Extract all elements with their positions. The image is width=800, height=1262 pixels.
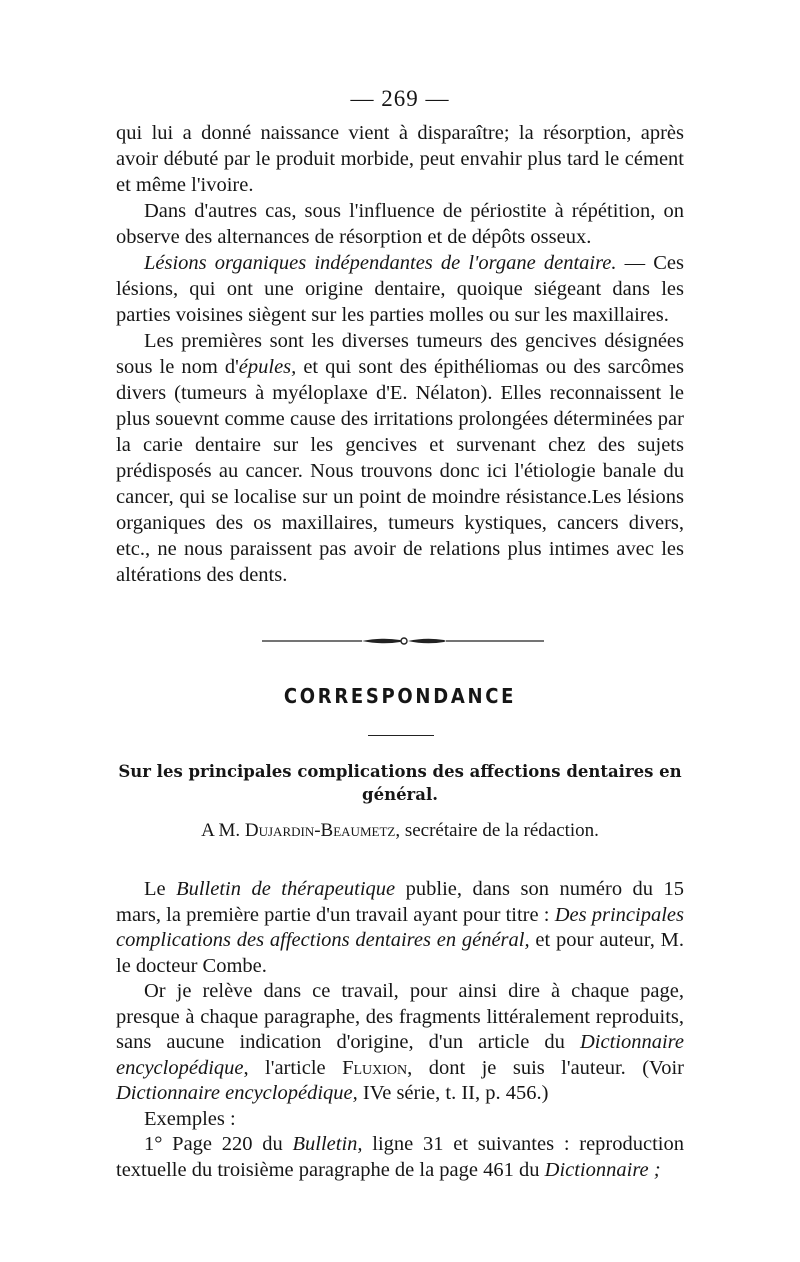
paragraph-lesions-text: — Ces lésions, qui ont une origine dentaire, quoique siégeant dans les parties voisines siègent sur les parties molles ou sur les maxillaires.	[116, 252, 684, 326]
letter-p4-b: ligne 31 et suivantes : reproduction textuelle du troisième paragraphe de la page 461 du	[116, 1133, 684, 1181]
italic-dictionnaire-2: Dictionnaire encyclopédique,	[116, 1082, 358, 1104]
italic-heading: Lésions organiques indépendantes de l'organe dentaire.	[144, 252, 617, 274]
page-number: — 269 —	[350, 86, 450, 111]
salutation-suffix: secrétaire de la rédaction.	[400, 820, 599, 841]
paragraph-continuation: qui lui a donné naissance vient à disparaître; la résorption, après avoir débuté par le produit morbide, peut envahir plus tard le cément et même l'ivoire.	[116, 122, 684, 196]
article-title: Sur les principales complications des affections dentaires en général.	[118, 762, 682, 804]
letter-paragraph-1	[116, 877, 684, 979]
italic-dictionnaire-1: Dictionnaire encyclopédique	[116, 1031, 684, 1079]
ornament-divider-icon	[262, 634, 544, 648]
smallcaps-fluxion: Fluxion	[342, 1056, 408, 1079]
letter-p2-d: IVe série, t. II, p. 456.)	[357, 1082, 549, 1104]
paragraph-premieres-pre: Les premières sont les diverses tumeurs des gencives désignées sous le nom d'	[116, 330, 684, 378]
letter-p2-c: , dont je suis l'auteur. (Voir	[407, 1056, 684, 1079]
letter-body	[116, 877, 684, 1183]
letter-p2-b: , l'article	[243, 1056, 343, 1079]
paragraph-premieres	[116, 328, 684, 588]
salutation	[0, 820, 800, 842]
letter-paragraph-2	[116, 979, 684, 1107]
italic-work-title: Des principales complications des affections dentaires en général,	[116, 903, 685, 951]
paragraph-lesions-organiques	[116, 250, 684, 328]
italic-bulletin-title: Bulletin de thérapeutique	[176, 878, 396, 900]
salutation-name: Dujardin-Beaumetz,	[244, 820, 401, 841]
letter-p4-a: 1° Page 220 du	[144, 1133, 293, 1155]
letter-paragraph-4	[116, 1132, 684, 1183]
short-rule	[368, 735, 434, 736]
paragraph-premieres-post: et qui sont des épithéliomas ou des sarcômes divers (tumeurs à myéloplaxe d'E. Nélaton). Elles reconnaissent le plus souevnt comme cause des irritations prolongées déterminées par la carie dentaire sur les gencives et survenant chez des sujets prédisposés au cancer. Nous trouvons donc ici l'étiologie banale du cancer, qui se localise sur un point de moindre résistance.Les lésions organiques des os maxillaires, tumeurs kystiques, cancers divers, etc., ne nous paraissent pas avoir de relations plus intimes avec les altérations des dents.	[116, 356, 684, 586]
paragraph-periostite: Dans d'autres cas, sous l'influence de périostite à répétition, on observe des alternances de résorption et de dépôts osseux.	[116, 200, 684, 248]
letter-paragraph-3: Exemples :	[144, 1107, 236, 1130]
italic-epules: épules,	[238, 356, 297, 378]
section-title: CORRESPONDANCE	[283, 684, 517, 708]
letter-p2-a: Or je relève dans ce travail, pour ainsi dire à chaque page, presque à chaque paragraphe, des fragments littéralement reproduits, sans aucune indication d'origine, d'un article du	[116, 980, 684, 1053]
letter-p1-a: Le	[144, 878, 177, 900]
italic-bulletin: Bulletin,	[292, 1133, 363, 1155]
body-text-top	[116, 120, 684, 588]
letter-p1-c: et pour auteur, M. le docteur Combe.	[116, 929, 684, 977]
italic-dictionnaire-3: Dictionnaire ;	[544, 1158, 661, 1181]
letter-p1-b: publie, dans son numéro du 15 mars, la première partie d'un travail ayant pour titre :	[116, 878, 684, 926]
salutation-prefix: A M.	[201, 820, 245, 841]
